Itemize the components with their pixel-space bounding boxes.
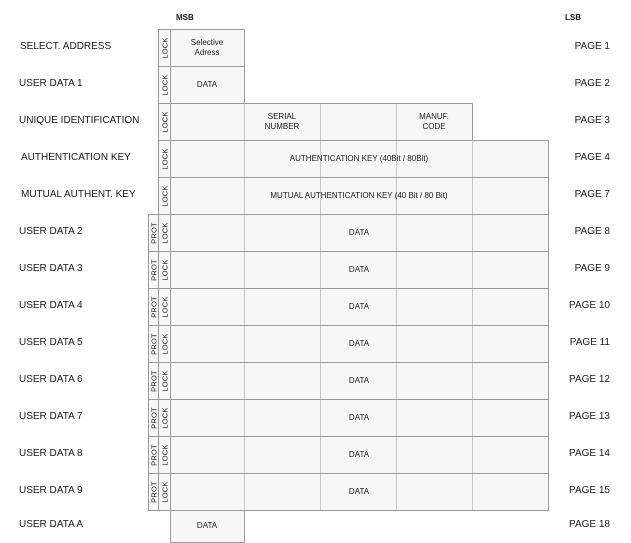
serial-number-text: SERIAL NUMBER xyxy=(264,111,300,131)
prot-text: PROT xyxy=(148,481,158,503)
page-label: PAGE 11 xyxy=(569,336,610,348)
data-text: DATA xyxy=(348,375,370,385)
row-label: USER DATA 3 xyxy=(19,262,83,274)
row-label: USER DATA 7 xyxy=(19,410,83,422)
lock-text: LOCK xyxy=(159,296,169,318)
lock-text: LOCK xyxy=(159,148,169,170)
data-text: DATA xyxy=(348,227,370,237)
column-divider xyxy=(320,104,321,140)
lock-text: LOCK xyxy=(159,444,169,466)
lock-text: LOCK xyxy=(159,407,169,429)
auth-key-text: AUTHENTICATION KEY (40Bit / 80Bit) xyxy=(289,153,429,163)
row-label: USER DATA A xyxy=(19,519,84,530)
row-label: UNIQUE IDENTIFICATION xyxy=(19,114,140,126)
lock-text: LOCK xyxy=(159,370,169,392)
row-label: USER DATA 9 xyxy=(19,484,83,496)
data-text: DATA xyxy=(348,301,370,311)
page-label: PAGE 14 xyxy=(569,447,610,459)
page-label: PAGE 13 xyxy=(569,410,610,422)
mutual-auth-key-text: MUTUAL AUTHENTICATION KEY (40 Bit / 80 Bit) xyxy=(270,190,448,200)
page-label: PAGE 18 xyxy=(569,519,610,530)
prot-text: PROT xyxy=(148,259,158,281)
page-label: PAGE 1 xyxy=(574,40,610,52)
lock-text: LOCK xyxy=(159,259,169,281)
lock-text: LOCK xyxy=(159,481,169,503)
prot-text: PROT xyxy=(148,444,158,466)
row-label: USER DATA 5 xyxy=(19,336,83,348)
prot-text: PROT xyxy=(148,407,158,429)
data-text: DATA xyxy=(196,521,218,531)
page-label: PAGE 7 xyxy=(574,188,610,200)
data-text: DATA xyxy=(196,79,218,89)
row-label: MUTUAL AUTHENT. KEY xyxy=(21,188,136,200)
prot-text: PROT xyxy=(148,333,158,355)
data-text: DATA xyxy=(348,264,370,274)
page-label: PAGE 12 xyxy=(569,373,610,385)
lock-text: LOCK xyxy=(159,222,169,244)
lsb-label: LSB xyxy=(565,13,581,22)
row-label: USER DATA 4 xyxy=(19,299,83,311)
data-text: DATA xyxy=(348,338,370,348)
data-text: DATA xyxy=(348,449,370,459)
page-label: PAGE 3 xyxy=(574,114,610,126)
prot-text: PROT xyxy=(148,222,158,244)
lock-text: LOCK xyxy=(159,185,169,207)
lock-text: LOCK xyxy=(159,37,169,59)
page-label: PAGE 2 xyxy=(574,77,610,89)
row-label: USER DATA 6 xyxy=(19,373,83,385)
msb-label: MSB xyxy=(176,13,194,22)
page-label: PAGE 4 xyxy=(574,151,610,163)
lock-text: LOCK xyxy=(159,74,169,96)
page-label: PAGE 8 xyxy=(574,225,610,237)
prot-text: PROT xyxy=(148,370,158,392)
row-label: SELECT. ADDRESS xyxy=(20,40,112,52)
page-label: PAGE 15 xyxy=(569,484,610,496)
data-text: DATA xyxy=(348,412,370,422)
row-label: AUTHENTICATION KEY xyxy=(21,151,131,163)
data-text: DATA xyxy=(348,486,370,496)
selective-address-text: Selective Adress xyxy=(190,37,224,57)
row-label: USER DATA 1 xyxy=(19,77,83,89)
row-label: USER DATA 8 xyxy=(19,447,83,459)
lock-text: LOCK xyxy=(159,333,169,355)
manuf-code-text: MANUF. CODE xyxy=(419,111,449,131)
page-label: PAGE 9 xyxy=(574,262,610,274)
page-label: PAGE 10 xyxy=(569,299,610,311)
lock-text: LOCK xyxy=(159,111,169,133)
row-label: USER DATA 2 xyxy=(19,225,83,237)
prot-text: PROT xyxy=(148,296,158,318)
